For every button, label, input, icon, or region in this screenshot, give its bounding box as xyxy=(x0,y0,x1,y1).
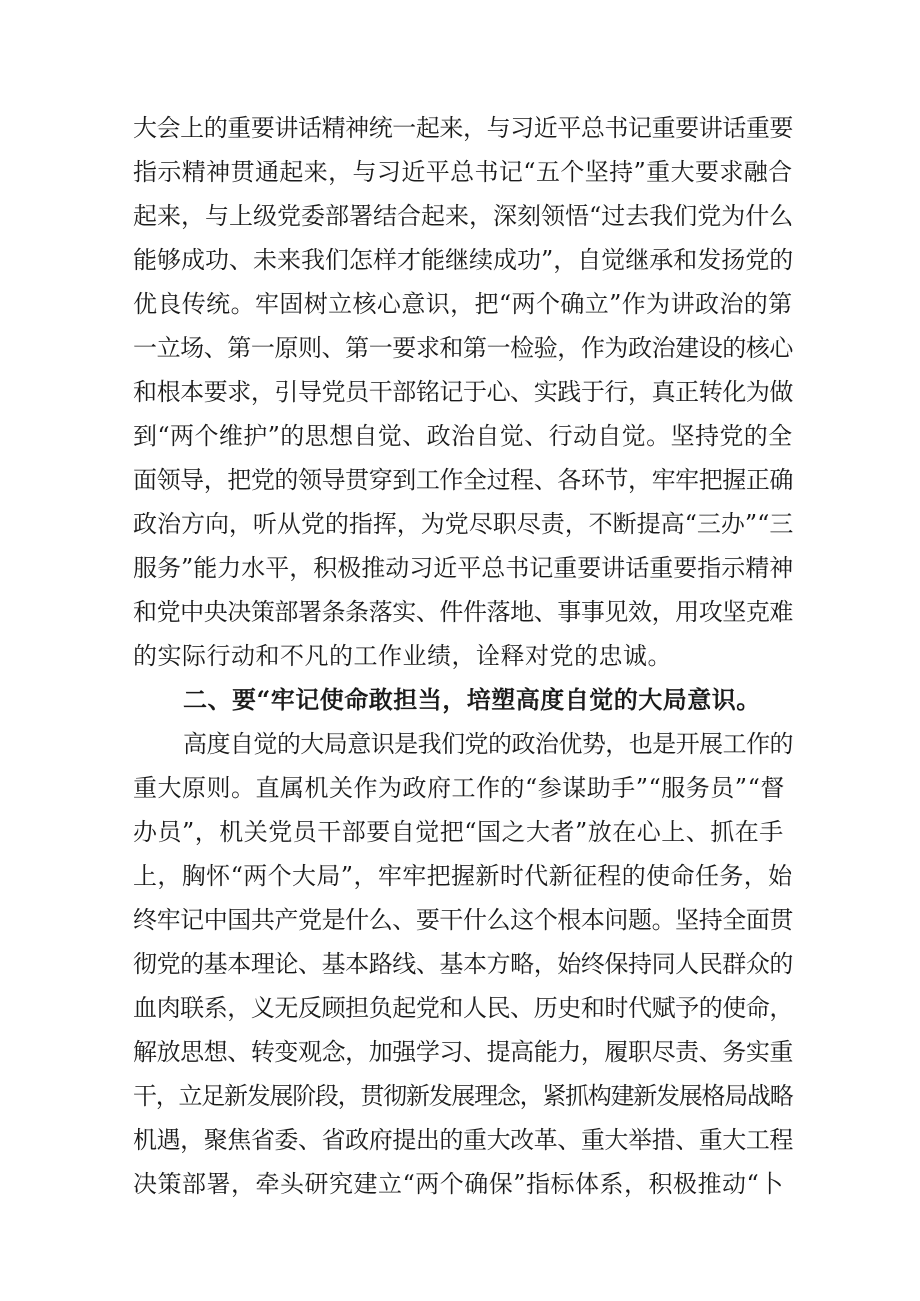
paragraph-2-line: 重大原则。直属机关作为政府工作的“参谋助手”“服务员”“督 xyxy=(133,774,785,802)
section-heading: 二、要“牢记使命敢担当，培塑高度自觉的大局意识。 xyxy=(183,685,761,714)
paragraph-1-line: 服务”能力水平，积极推动习近平总书记重要讲话重要指示精神 xyxy=(133,554,794,582)
paragraph-2-line: 彻党的基本理论、基本路线、基本方略，始终保持同人民群众的 xyxy=(133,950,793,978)
paragraph-2-line: 干，立足新发展阶段，贯彻新发展理念，紧抓构建新发展格局战略 xyxy=(133,1082,793,1110)
paragraph-1-line: 一立场、第一原则、第一要求和第一检验，作为政治建设的核心 xyxy=(133,334,793,362)
paragraph-2-line: 机遇，聚焦省委、省政府提出的重大改革、重大举措、重大工程 xyxy=(133,1126,793,1154)
paragraph-1-line: 政治方向，听从党的指挥，为党尽职尽责，不断提高“三办”“三 xyxy=(133,510,794,538)
paragraph-1-line: 和党中央决策部署条条落实、件件落地、事事见效，用攻坚克难 xyxy=(133,598,793,626)
paragraph-1-line: 的实际行动和不凡的工作业绩，诠释对党的忠诚。 xyxy=(133,642,672,670)
paragraph-1-line: 到“两个维护”的思想自觉、政治自觉、行动自觉。坚持党的全 xyxy=(133,422,793,450)
paragraph-2-line: 高度自觉的大局意识是我们党的政治优势，也是开展工作的 xyxy=(183,730,793,758)
paragraph-1-line: 指示精神贯通起来，与习近平总书记“五个坚持”重大要求融合 xyxy=(133,158,793,186)
paragraph-2-line: 办员”，机关党员干部要自觉把“国之大者”放在心上、抓在手 xyxy=(133,818,784,846)
paragraph-1-line: 大会上的重要讲话精神统一起来，与习近平总书记重要讲话重要 xyxy=(133,114,793,142)
paragraph-1-line: 面领导，把党的领导贯穿到工作全过程、各环节，牢牢把握正确 xyxy=(133,466,793,494)
paragraph-2-line: 终牢记中国共产党是什么、要干什么这个根本问题。坚持全面贯 xyxy=(133,906,793,934)
paragraph-2-line: 血肉联系，义无反顾担负起党和人民、历史和时代赋予的使命， xyxy=(133,994,793,1022)
paragraph-2-line: 上，胸怀“两个大局”，牢牢把握新时代新征程的使命任务，始 xyxy=(133,862,793,890)
paragraph-2-line: 决策部署，牵头研究建立“两个确保”指标体系，积极推动“卜 xyxy=(133,1170,784,1198)
paragraph-1-line: 和根本要求，引导党员干部铭记于心、实践于行，真正转化为做 xyxy=(133,378,793,406)
paragraph-1-line: 能够成功、未来我们怎样才能继续成功”，自觉继承和发扬党的 xyxy=(133,246,794,274)
paragraph-1-line: 优良传统。牢固树立核心意识，把“两个确立”作为讲政治的第 xyxy=(133,290,793,318)
paragraph-2-line: 解放思想、转变观念，加强学习、提高能力，履职尽责、务实重 xyxy=(133,1038,793,1066)
paragraph-1-line: 起来，与上级党委部署结合起来，深刻领悟“过去我们党为什么 xyxy=(133,202,794,230)
